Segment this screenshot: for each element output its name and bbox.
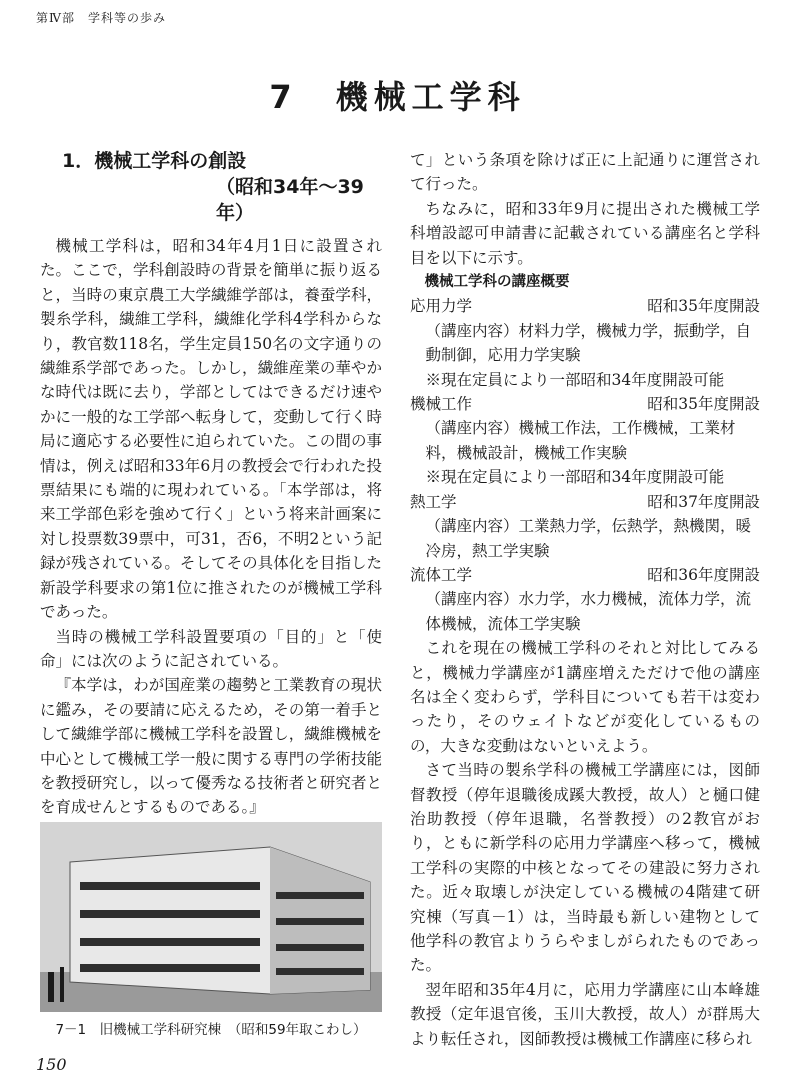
building-photo	[40, 822, 382, 1012]
paragraph: ちなみに，昭和33年9月に提出された機械工学科増設認可申請書に記載されている講座名と学科目を以下に示す。	[410, 199, 760, 267]
section-title: 1．機械工学科の創設	[62, 150, 247, 172]
course-name: 応用力学	[410, 297, 473, 316]
paragraph: さて当時の製糸学科の機械工学講座には，図師督教授（停年退職後成蹊大教授，故人）と樋口健治助教授（停年退職，名誉教授）の2教官がおり，ともに新学科の応用力学講座へ移って，機械工学科の実際的中核となってその建設に努力された。近々取壊しが決定している機械の4階建て研究棟（写真－1）は，当時最も新しい建物として他学科の教官よりうらやましがられたものであった。	[410, 761, 760, 975]
course-year: 昭和37年度開設	[647, 492, 760, 511]
course-item	[410, 294, 760, 392]
course-content: （講座内容）機械工作法，工作機械，工業材料，機械設計，機械工作実験	[425, 419, 736, 462]
course-year: 昭和35年度開設	[647, 297, 760, 316]
course-content: （講座内容）水力学，水力機械，流体力学，流体機械，流体工学実験	[425, 590, 752, 633]
course-year: 昭和35年度開設	[647, 395, 760, 414]
paragraph: て」という条項を除けば正に上記通りに運営されて行った。	[410, 151, 760, 194]
chapter-title: 7 機械工学科	[269, 78, 526, 116]
course-item	[410, 563, 760, 636]
paragraph: 機械工学科は，昭和34年4月1日に設置された。ここで，学科創設時の背景を簡単に振り返ると，当時の東京農工大学繊維学部は，養蚕学科，製糸学科，繊維工学科，繊維化学科4学科からなり，教官数118名，学生定員150名の文字通りの繊維系学部であった。しかし，繊維産業の華やかな時代は既に去り，学部としてはできるだけ速やかに一般的な工学部へ転身して，変動して行く時局に適応する必要性に迫られていた。この間の事情は，例えば昭和33年6月の教授会で行われた投票結果にも端的に現われている。「本学部は，将来工学部色彩を強めて行く」という将来計画案に対し投票数39票中，可31，否6，不明2という記録が残されている。そしてその具体化を目指した新設学科要求の第1位に推されたのが機械工学科であった。	[40, 237, 382, 622]
quote-paragraph: 『本学は，わが国産業の趨勢と工業教育の現状に鑑み，その要請に応えるため，その第一着手として繊維学部に機械工学科を設置し，繊維機械を中心として機械工学一般に関する専門の学術技能を教授研究し，以って優秀なる技術者と研究者とを育成せんとするものである。』	[40, 676, 382, 817]
photo-caption: 7－1 旧機械工学科研究棟 （昭和59年取こわし）	[55, 1022, 367, 1038]
left-column	[40, 148, 382, 869]
course-note: ※現在定員により一部昭和34年度開設可能	[425, 468, 725, 487]
paragraph: 当時の機械工学科設置要項の「目的」と「使命」には次のように記されている。	[40, 627, 382, 670]
paragraph: 翌年昭和35年4月に，応用力学講座に山本峰雄教授（定年退官後，玉川大教授，故人）が群馬大より転任され，図師教授は機械工作講座に移られ	[410, 980, 760, 1048]
course-list-heading: 機械工学科の講座概要	[424, 274, 570, 291]
course-content: （講座内容）材料力学，機械力学，振動学，自動制御，応用力学実験	[425, 321, 752, 365]
page-number: 150	[36, 1055, 67, 1074]
right-column	[410, 148, 760, 1051]
section-heading	[62, 148, 382, 226]
building-photo-image	[40, 822, 382, 1012]
course-note: ※現在定員により一部昭和34年度開設可能	[425, 370, 725, 389]
course-item	[410, 490, 760, 563]
course-name: 流体工学	[410, 565, 473, 584]
course-content: （講座内容）工業熱力学，伝熱学，熱機関，暖冷房，熱工学実験	[425, 517, 752, 560]
paragraph: これを現在の機械工学科のそれと対比してみると，機械力学講座が1講座増えただけで他の講座名は全く変わらず，学科目についても若干は変わったり，そのウェイトなどが変化しているものの，大きな変動はないといえよう。	[410, 639, 760, 755]
course-name: 機械工作	[410, 395, 473, 414]
course-year: 昭和36年度開設	[647, 565, 760, 584]
section-subtitle: （昭和34年～39年）	[216, 176, 364, 224]
course-name: 熱工学	[410, 492, 457, 511]
running-head: 第Ⅳ部 学科等の歩み	[36, 11, 166, 25]
course-item	[410, 392, 760, 490]
